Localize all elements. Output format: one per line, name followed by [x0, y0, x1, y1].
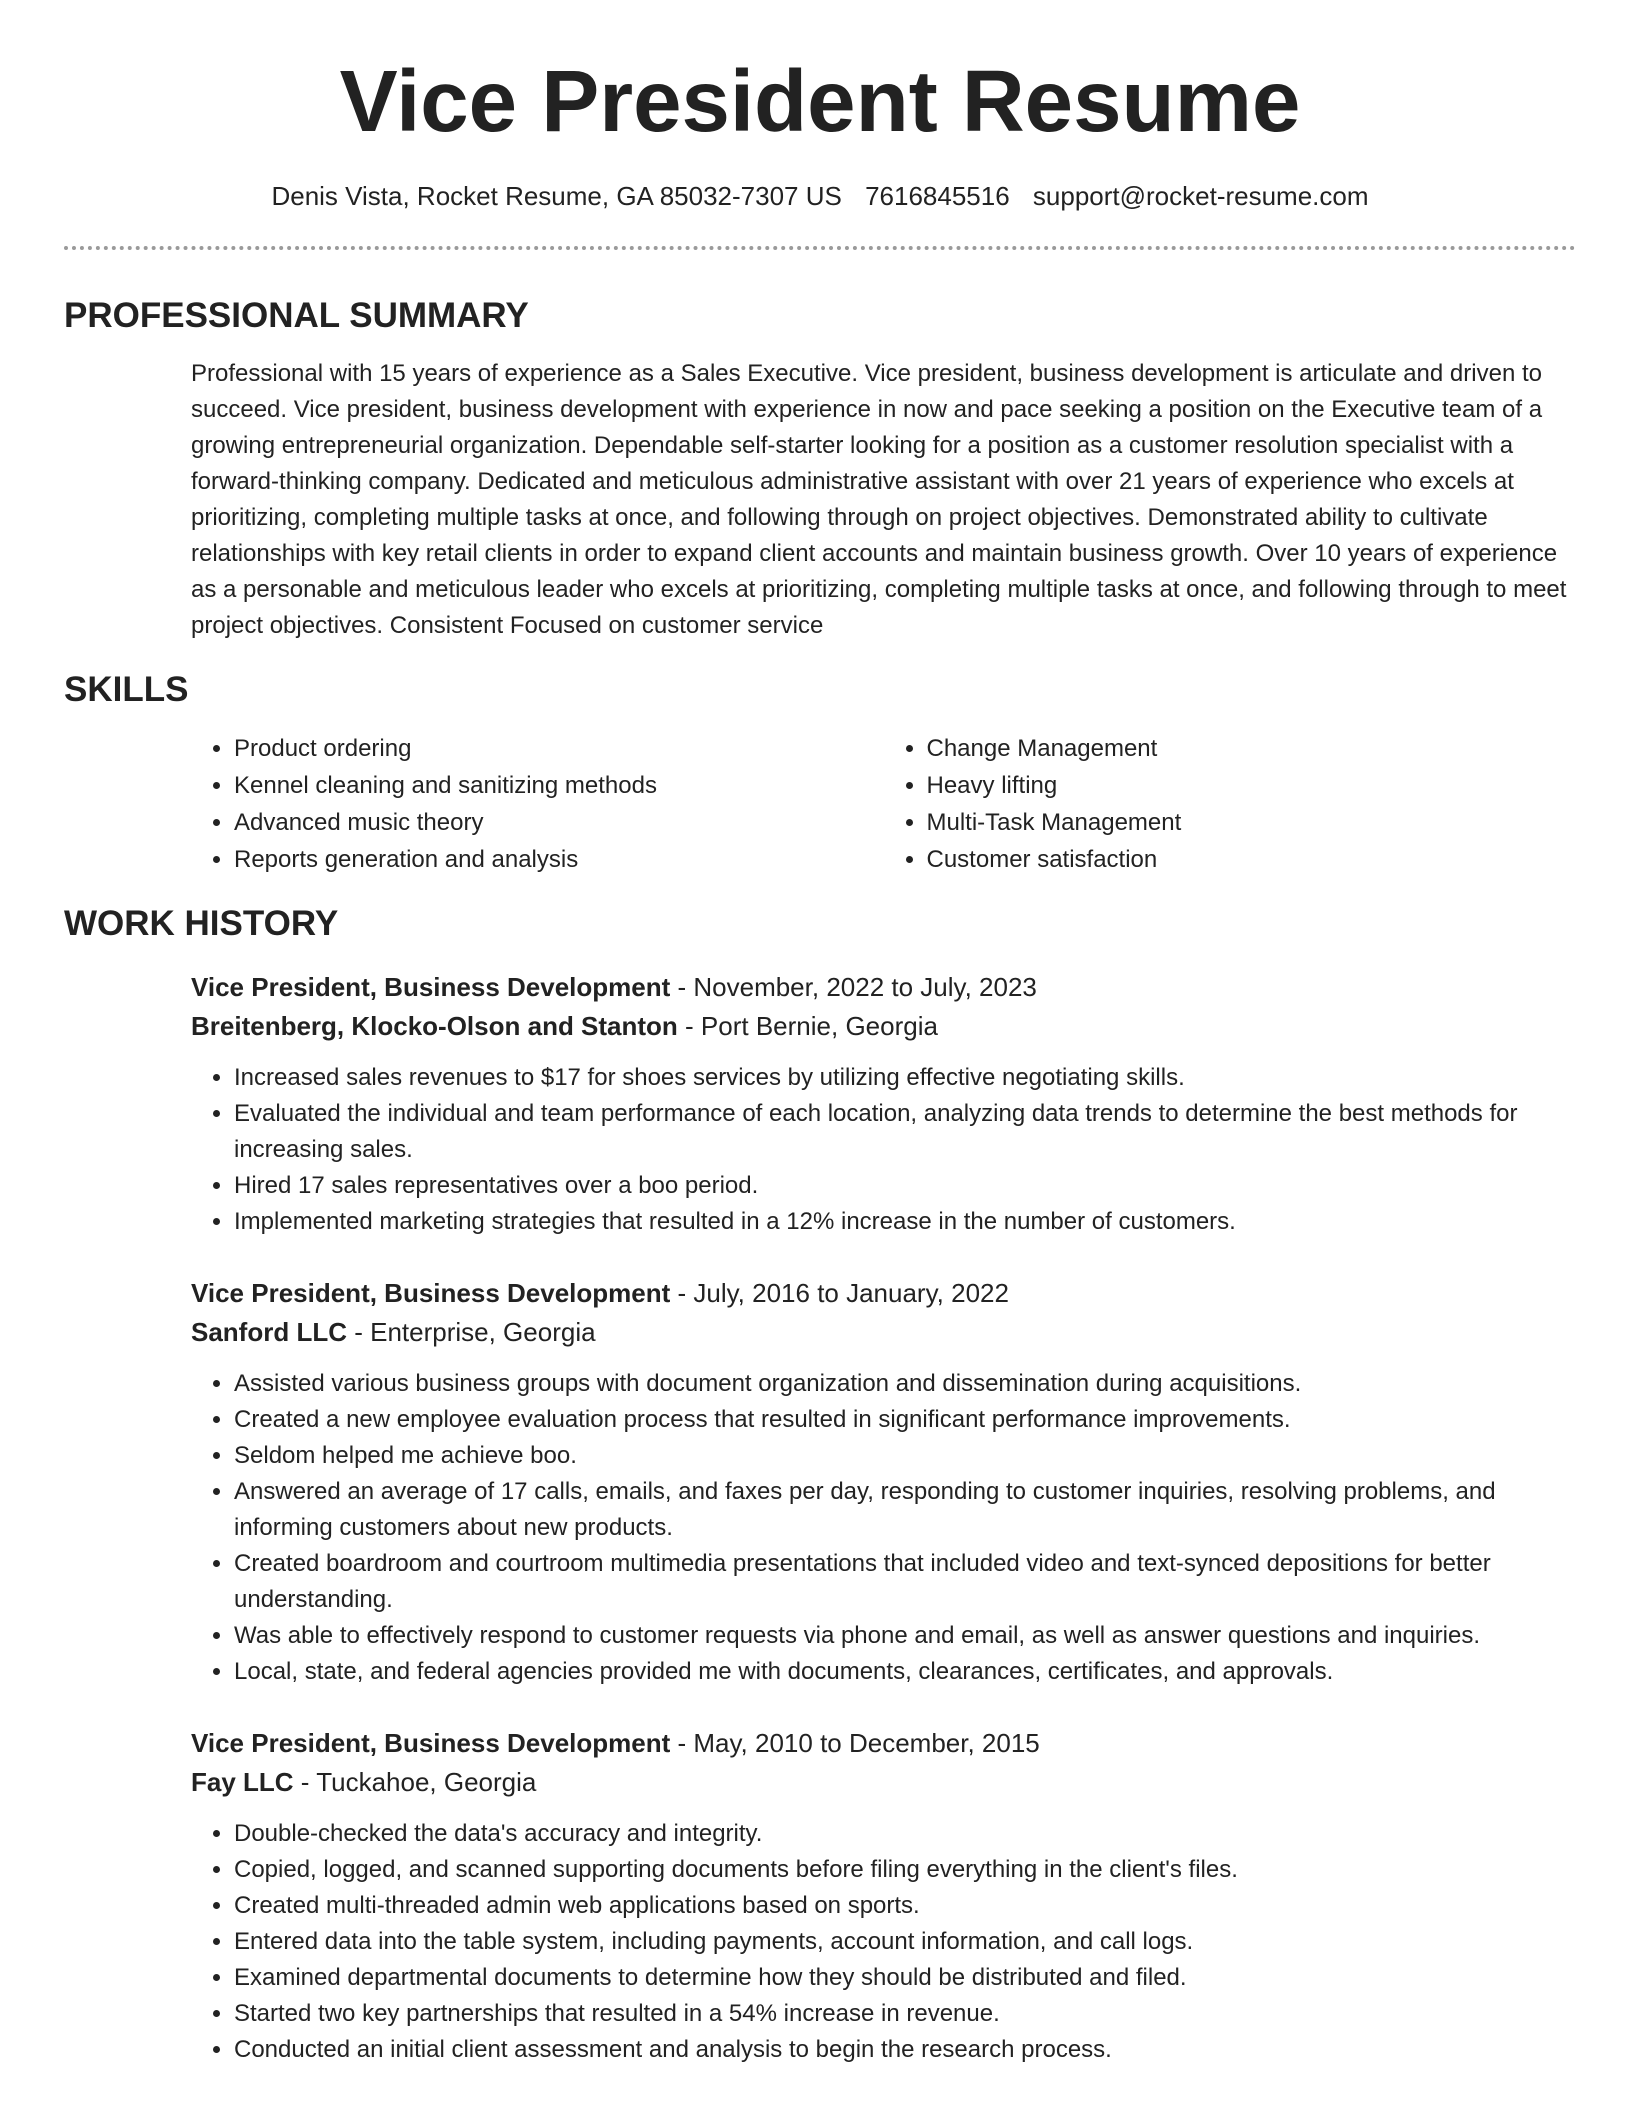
- job-bullet: • Created multi-threaded admin web applications based on sports.: [234, 1888, 1576, 1924]
- skill-item: • Change Management: [927, 730, 1577, 767]
- contact-address: Denis Vista, Rocket Resume, GA 85032-7307 US: [271, 181, 842, 211]
- job-title-line: [191, 1724, 1576, 1763]
- work-section: [64, 902, 1576, 2068]
- job-title-line: [191, 1274, 1576, 1313]
- job-location: - Enterprise, Georgia: [347, 1317, 596, 1347]
- job-entry: [191, 968, 1576, 1240]
- skills-section: [64, 668, 1576, 878]
- job-title: Vice President, Business Development: [191, 972, 671, 1002]
- job-location: - Port Bernie, Georgia: [677, 1011, 938, 1041]
- job-bullet: • Started two key partnerships that resulted in a 54% increase in revenue.: [234, 1996, 1576, 2032]
- job-company: Sanford LLC: [191, 1317, 347, 1347]
- job-bullet: • Created boardroom and courtroom multimedia presentations that included video and text-synced depositions for better understanding.: [234, 1546, 1576, 1618]
- job-bullet: • Increased sales revenues to $17 for shoes services by utilizing effective negotiating skills.: [234, 1060, 1576, 1096]
- job-dates: - July, 2016 to January, 2022: [670, 1278, 1009, 1308]
- skill-item: • Customer satisfaction: [927, 841, 1577, 878]
- skill-item: • Kennel cleaning and sanitizing methods: [234, 767, 884, 804]
- job-bullet: • Entered data into the table system, including payments, account information, and call logs.: [234, 1924, 1576, 1960]
- header-divider: [64, 246, 1576, 250]
- job-title: Vice President, Business Development: [191, 1278, 671, 1308]
- job-title-line: [191, 968, 1576, 1007]
- job-entry: [191, 1274, 1576, 1690]
- job-bullet: • Hired 17 sales representatives over a boo period.: [234, 1168, 1576, 1204]
- job-title: Vice President, Business Development: [191, 1728, 671, 1758]
- skills-columns: [191, 730, 1576, 878]
- summary-section: [64, 294, 1576, 644]
- skill-item: • Reports generation and analysis: [234, 841, 884, 878]
- job-company: Breitenberg, Klocko-Olson and Stanton: [191, 1011, 678, 1041]
- resume-page: [64, 0, 1576, 2068]
- skills-list-right: [884, 730, 1577, 878]
- job-bullet: • Answered an average of 17 calls, emails, and faxes per day, responding to customer inquiries, resolving problems, and informing customers about new products.: [234, 1474, 1576, 1546]
- job-bullets: [191, 1060, 1576, 1240]
- job-bullets: [191, 1366, 1576, 1690]
- job-bullet: • Copied, logged, and scanned supporting documents before filing everything in the client's files.: [234, 1852, 1576, 1888]
- page-title: Vice President Resume: [339, 53, 1301, 150]
- job-bullet: • Double-checked the data's accuracy and integrity.: [234, 1816, 1576, 1852]
- job-company-line: [191, 1763, 1576, 1802]
- job-bullet: • Implemented marketing strategies that resulted in a 12% increase in the number of customers.: [234, 1204, 1576, 1240]
- work-heading: WORK HISTORY: [64, 904, 339, 943]
- job-bullet: • Evaluated the individual and team performance of each location, analyzing data trends to determine the best methods for increasing sales.: [234, 1096, 1576, 1168]
- skill-item: • Advanced music theory: [234, 804, 884, 841]
- skill-item: • Heavy lifting: [927, 767, 1577, 804]
- job-location: - Tuckahoe, Georgia: [293, 1767, 537, 1797]
- contact-phone: 7616845516: [865, 181, 1010, 211]
- job-bullet: • Examined departmental documents to determine how they should be distributed and filed.: [234, 1960, 1576, 1996]
- summary-text: Professional with 15 years of experience as a Sales Executive. Vice president, business development is articulate and driven to succeed. Vice president, business development with experience in now and pace seeking a position on the Executive team of a growing entrepreneurial organization. Dependable self-starter looking for a position as a customer resolution specialist with a forward-thinking company. Dedicated and meticulous administrative assistant with over 21 years of experience who excels at prioritizing, completing multiple tasks at once, and following through on project objectives. Demonstrated ability to cultivate relationships with key retail clients in order to expand client accounts and maintain business growth. Over 10 years of experience as a personable and meticulous leader who excels at prioritizing, completing multiple tasks at once, and following through to meet project objectives. Consistent Focused on customer service: [191, 360, 1567, 639]
- contact-line: [64, 178, 1576, 214]
- job-company: Fay LLC: [191, 1767, 294, 1797]
- job-bullet: • Conducted an initial client assessment and analysis to begin the research process.: [234, 2032, 1576, 2068]
- job-bullet: • Seldom helped me achieve boo.: [234, 1438, 1576, 1474]
- job-bullet: • Local, state, and federal agencies provided me with documents, clearances, certificates, and approvals.: [234, 1654, 1576, 1690]
- summary-heading: PROFESSIONAL SUMMARY: [64, 296, 529, 335]
- job-bullets: [191, 1816, 1576, 2068]
- contact-email: support@rocket-resume.com: [1032, 181, 1369, 211]
- job-entry: [191, 1724, 1576, 2068]
- skill-item: • Product ordering: [234, 730, 884, 767]
- job-bullet: • Assisted various business groups with document organization and dissemination during acquisitions.: [234, 1366, 1576, 1402]
- job-dates: - May, 2010 to December, 2015: [670, 1728, 1040, 1758]
- job-company-line: [191, 1007, 1576, 1046]
- skills-list-left: [191, 730, 884, 878]
- job-bullet: • Created a new employee evaluation process that resulted in significant performance improvements.: [234, 1402, 1576, 1438]
- job-dates: - November, 2022 to July, 2023: [670, 972, 1037, 1002]
- skills-heading: SKILLS: [64, 670, 189, 709]
- job-bullet: • Was able to effectively respond to customer requests via phone and email, as well as answer questions and inquiries.: [234, 1618, 1576, 1654]
- job-company-line: [191, 1313, 1576, 1352]
- skill-item: • Multi-Task Management: [927, 804, 1577, 841]
